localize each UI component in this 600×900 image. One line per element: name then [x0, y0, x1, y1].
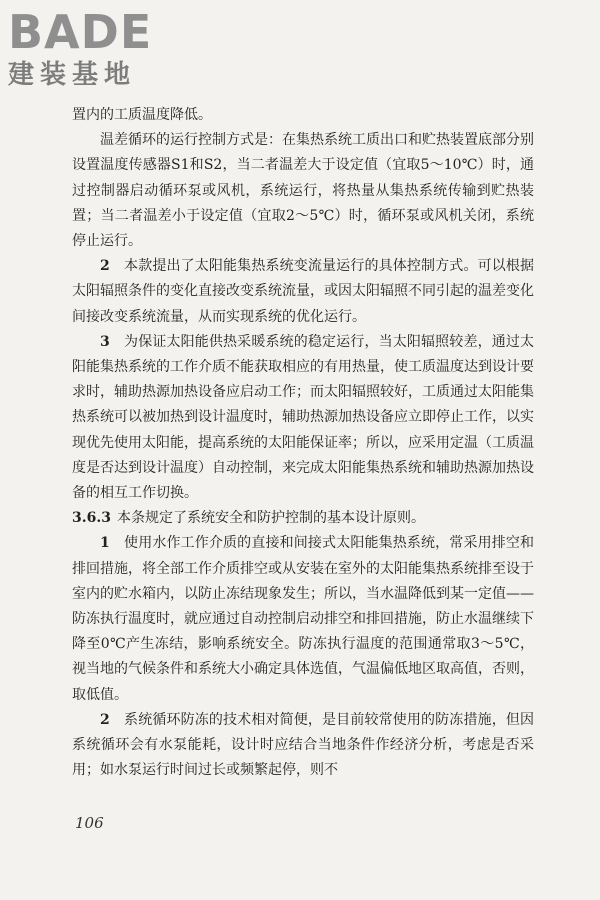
paragraph-temperature-control: 温差循环的运行控制方式是：在集热系统工质出口和贮热装置底部分别设置温度传感器S1和S2，当二者温差大于设定值（宜取5～10℃）时，通过控制器启动循环泵或风机，系统运行，将热量从集热系统传输到贮热装置；当二者温差小于设定值（宜取2～5℃）时，循环泵或风机关闭，系统停止运行。 — [72, 132, 534, 250]
section-heading-3-6-3 — [72, 506, 534, 531]
logo-brand: BADE — [8, 5, 153, 59]
item-text: 为保证太阳能供热采暖系统的稳定运行，当太阳辐照较差，通过太阳能集热系统的工作介质不能获取相应的有用热量，使工质温度达到设计要求时，辅助热源加热设备应启动工作；而太阳辐照较好，工质通过太阳能集热系统可以被加热到设计温度时，辅助热源加热设备应立即停止工作，以实现优先使用太阳能，提高系统的太阳能保证率；所以，应采用定温（工质温度是否达到设计温度）自动控制，来完成太阳能集热系统和辅助热源加热设备的相互工作切换。 — [72, 333, 535, 502]
item-number: 3 — [100, 333, 110, 350]
item-number: 2 — [100, 258, 110, 275]
site-logo — [8, 6, 152, 90]
page-number: 106 — [75, 814, 104, 832]
item-number: 2 — [100, 711, 110, 728]
logo-subtitle: 建装基地 — [8, 60, 137, 90]
paragraph-continuation: 置内的工质温度降低。 — [72, 107, 212, 123]
document-body — [72, 103, 534, 783]
section-number: 3.6.3 — [72, 510, 111, 527]
item-text: 系统循环防冻的技术相对简便，是目前较常使用的防冻措施，但因系统循环会有水泵能耗，设计时应结合当地条件作经济分析，考虑是否采用；如水泵运行时间过长或频繁起停，则不 — [72, 711, 535, 779]
paragraph-item-2-circulation — [72, 708, 534, 784]
paragraph-item-1-antifreeze — [72, 531, 534, 707]
item-text: 本款提出了太阳能集热系统变流量运行的具体控制方式。可以根据太阳辐照条件的变化直接改变系统流量，或因太阳辐照不同引起的温差变化间接改变系统流量，从而实现系统的优化运行。 — [72, 258, 535, 325]
paragraph-item-3-auxiliary — [72, 330, 534, 506]
section-text: 本条规定了系统安全和防护控制的基本设计原则。 — [116, 510, 425, 527]
item-text: 使用水作工作介质的直接和间接式太阳能集热系统，常采用排空和排回措施，将全部工作介质排空或从安装在室外的太阳能集热系统排至设于室内的贮水箱内，以防止冻结现象发生；所以，当水温降低到某一定值——防冻执行温度时，就应通过自动控制启动排空和排回措施，防止水温继续下降至0℃产生冻结，影响系统安全。防冻执行温度的范围通常取3～5℃，视当地的气候条件和系统大小确定具体选值，气温偏低地区取高值，否则，取低值。 — [72, 535, 535, 703]
item-number: 1 — [100, 535, 110, 552]
paragraph-item-2-flow — [72, 254, 534, 330]
